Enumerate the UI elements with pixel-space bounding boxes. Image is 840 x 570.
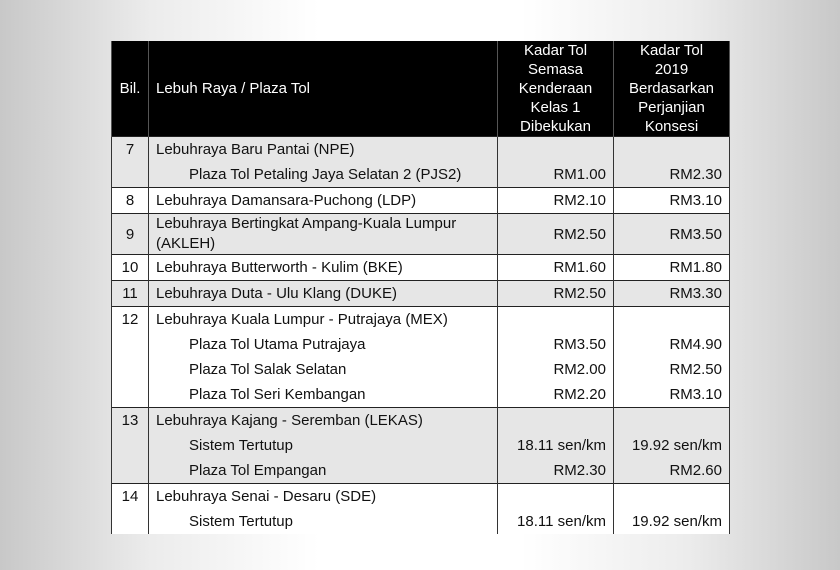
- header-current-line: Kenderaan: [518, 80, 593, 97]
- highway-name: Lebuhraya Duta - Ulu Klang (DUKE): [156, 285, 397, 302]
- concession-rate-blank: [614, 137, 729, 162]
- row-number: 13: [121, 412, 139, 429]
- row-number-cell: [112, 188, 149, 214]
- concession-rate-cell: [614, 255, 730, 281]
- header-current-line: Dibekukan: [520, 118, 591, 135]
- highway-name: Lebuhraya Butterworth - Kulim (BKE): [156, 259, 403, 276]
- header-concession-line: Berdasarkan: [628, 80, 715, 97]
- highway-name: Lebuhraya Bertingkat Ampang-Kuala Lumpur: [156, 215, 457, 232]
- current-rate-blank: [498, 484, 613, 509]
- current-rate-cell: [498, 214, 614, 255]
- concession-rate-blank: [614, 484, 729, 509]
- toll-rate-table: [111, 41, 730, 534]
- highway-cell: [149, 255, 498, 281]
- highway-cell: [149, 408, 498, 484]
- row-number-cell: [112, 255, 149, 281]
- header-concession-line: 2019: [654, 61, 689, 78]
- row-number: 10: [121, 259, 139, 276]
- concession-rate: RM2.30: [669, 166, 722, 183]
- current-rate: RM2.30: [553, 462, 606, 479]
- concession-rate-cell: [614, 281, 730, 307]
- concession-rate-cell: [614, 188, 730, 214]
- concession-rate: 19.92 sen/km: [631, 513, 722, 530]
- concession-rate-cell: [614, 137, 730, 188]
- highway-cell: [149, 281, 498, 307]
- highway-cell: [149, 188, 498, 214]
- current-rate: RM1.60: [553, 259, 606, 276]
- concession-rate: RM1.80: [669, 259, 722, 276]
- current-rate-cell: [498, 484, 614, 535]
- current-rate-cell: [498, 188, 614, 214]
- current-rate-cell: [498, 408, 614, 484]
- plaza-name: Plaza Tol Empangan: [189, 462, 327, 479]
- row-number: 9: [125, 225, 135, 243]
- plaza-name: Sistem Tertutup: [189, 513, 293, 530]
- current-rate: RM2.50: [553, 225, 606, 243]
- row-number-cell: [112, 214, 149, 255]
- highway-cell: [149, 214, 498, 255]
- current-rate-blank: [498, 137, 613, 162]
- row-number-cell: [112, 408, 149, 484]
- table-row: [112, 188, 730, 214]
- row-number-cell: [112, 484, 149, 535]
- concession-rate: RM3.50: [669, 225, 722, 243]
- concession-rate: RM3.10: [669, 386, 722, 403]
- concession-rate: RM4.90: [669, 336, 722, 353]
- header-current-rate: [498, 41, 614, 137]
- concession-rate: RM3.30: [669, 285, 722, 302]
- current-rate: RM2.00: [553, 361, 606, 378]
- current-rate-cell: [498, 281, 614, 307]
- table-row: [112, 408, 730, 484]
- current-rate-blank: [498, 307, 613, 332]
- current-rate: 18.11 sen/km: [517, 513, 606, 530]
- header-concession-line: Perjanjian: [638, 99, 705, 116]
- current-rate-cell: [498, 255, 614, 281]
- current-rate: 18.11 sen/km: [517, 437, 606, 454]
- row-number-cell: [112, 307, 149, 408]
- current-rate: RM1.00: [553, 166, 606, 183]
- concession-rate-cell: [614, 307, 730, 408]
- highway-cell: [149, 307, 498, 408]
- highway-cell: [149, 137, 498, 188]
- current-rate: RM2.20: [553, 386, 606, 403]
- plaza-name: Plaza Tol Salak Selatan: [189, 361, 347, 378]
- header-concession-line: Konsesi: [644, 118, 699, 135]
- toll-rate-table-container: [111, 41, 729, 534]
- highway-name: Lebuhraya Damansara-Puchong (LDP): [156, 192, 417, 209]
- plaza-name: Plaza Tol Seri Kembangan: [189, 386, 366, 403]
- header-concession-line: Kadar Tol: [639, 42, 704, 59]
- current-rate-cell: [498, 137, 614, 188]
- table-row: [112, 307, 730, 408]
- concession-rate: RM3.10: [669, 192, 722, 209]
- table-row: [112, 255, 730, 281]
- highway-name-line2: (AKLEH): [156, 235, 216, 252]
- current-rate-blank: [498, 408, 613, 433]
- highway-name: Lebuhraya Baru Pantai (NPE): [156, 141, 355, 158]
- highway-cell: [149, 484, 498, 535]
- plaza-name: Sistem Tertutup: [189, 437, 293, 454]
- concession-rate-cell: [614, 408, 730, 484]
- concession-rate-blank: [614, 408, 729, 433]
- table-header-row: [112, 41, 730, 137]
- table-row: [112, 214, 730, 255]
- row-number-cell: [112, 281, 149, 307]
- table-row: [112, 281, 730, 307]
- header-current-line: Kadar Tol: [523, 42, 588, 59]
- concession-rate: RM2.50: [669, 361, 722, 378]
- concession-rate: 19.92 sen/km: [631, 437, 722, 454]
- concession-rate-cell: [614, 214, 730, 255]
- highway-name: Lebuhraya Kajang - Seremban (LEKAS): [156, 412, 423, 429]
- current-rate: RM3.50: [553, 336, 606, 353]
- row-number-cell: [112, 137, 149, 188]
- row-number: 14: [121, 488, 139, 505]
- table-row: [112, 484, 730, 535]
- highway-name: Lebuhraya Kuala Lumpur - Putrajaya (MEX): [156, 311, 448, 328]
- current-rate: RM2.10: [553, 192, 606, 209]
- current-rate-cell: [498, 307, 614, 408]
- header-bil: Bil.: [112, 41, 149, 137]
- row-number: 12: [121, 311, 139, 328]
- highway-name: Lebuhraya Senai - Desaru (SDE): [156, 488, 377, 505]
- concession-rate-cell: [614, 484, 730, 535]
- plaza-name: Plaza Tol Petaling Jaya Selatan 2 (PJS2): [189, 166, 462, 183]
- header-highway-plaza: Lebuh Raya / Plaza Tol: [149, 41, 498, 137]
- row-number: 7: [125, 141, 135, 158]
- row-number: 11: [122, 285, 138, 302]
- current-rate: RM2.50: [553, 285, 606, 302]
- header-current-line: Kelas 1: [530, 99, 581, 116]
- plaza-name: Plaza Tol Utama Putrajaya: [189, 336, 366, 353]
- concession-rate-blank: [614, 307, 729, 332]
- table-row: [112, 137, 730, 188]
- row-number: 8: [125, 192, 135, 209]
- concession-rate: RM2.60: [669, 462, 722, 479]
- header-current-line: Semasa: [527, 61, 584, 78]
- header-concession-rate: [614, 41, 730, 137]
